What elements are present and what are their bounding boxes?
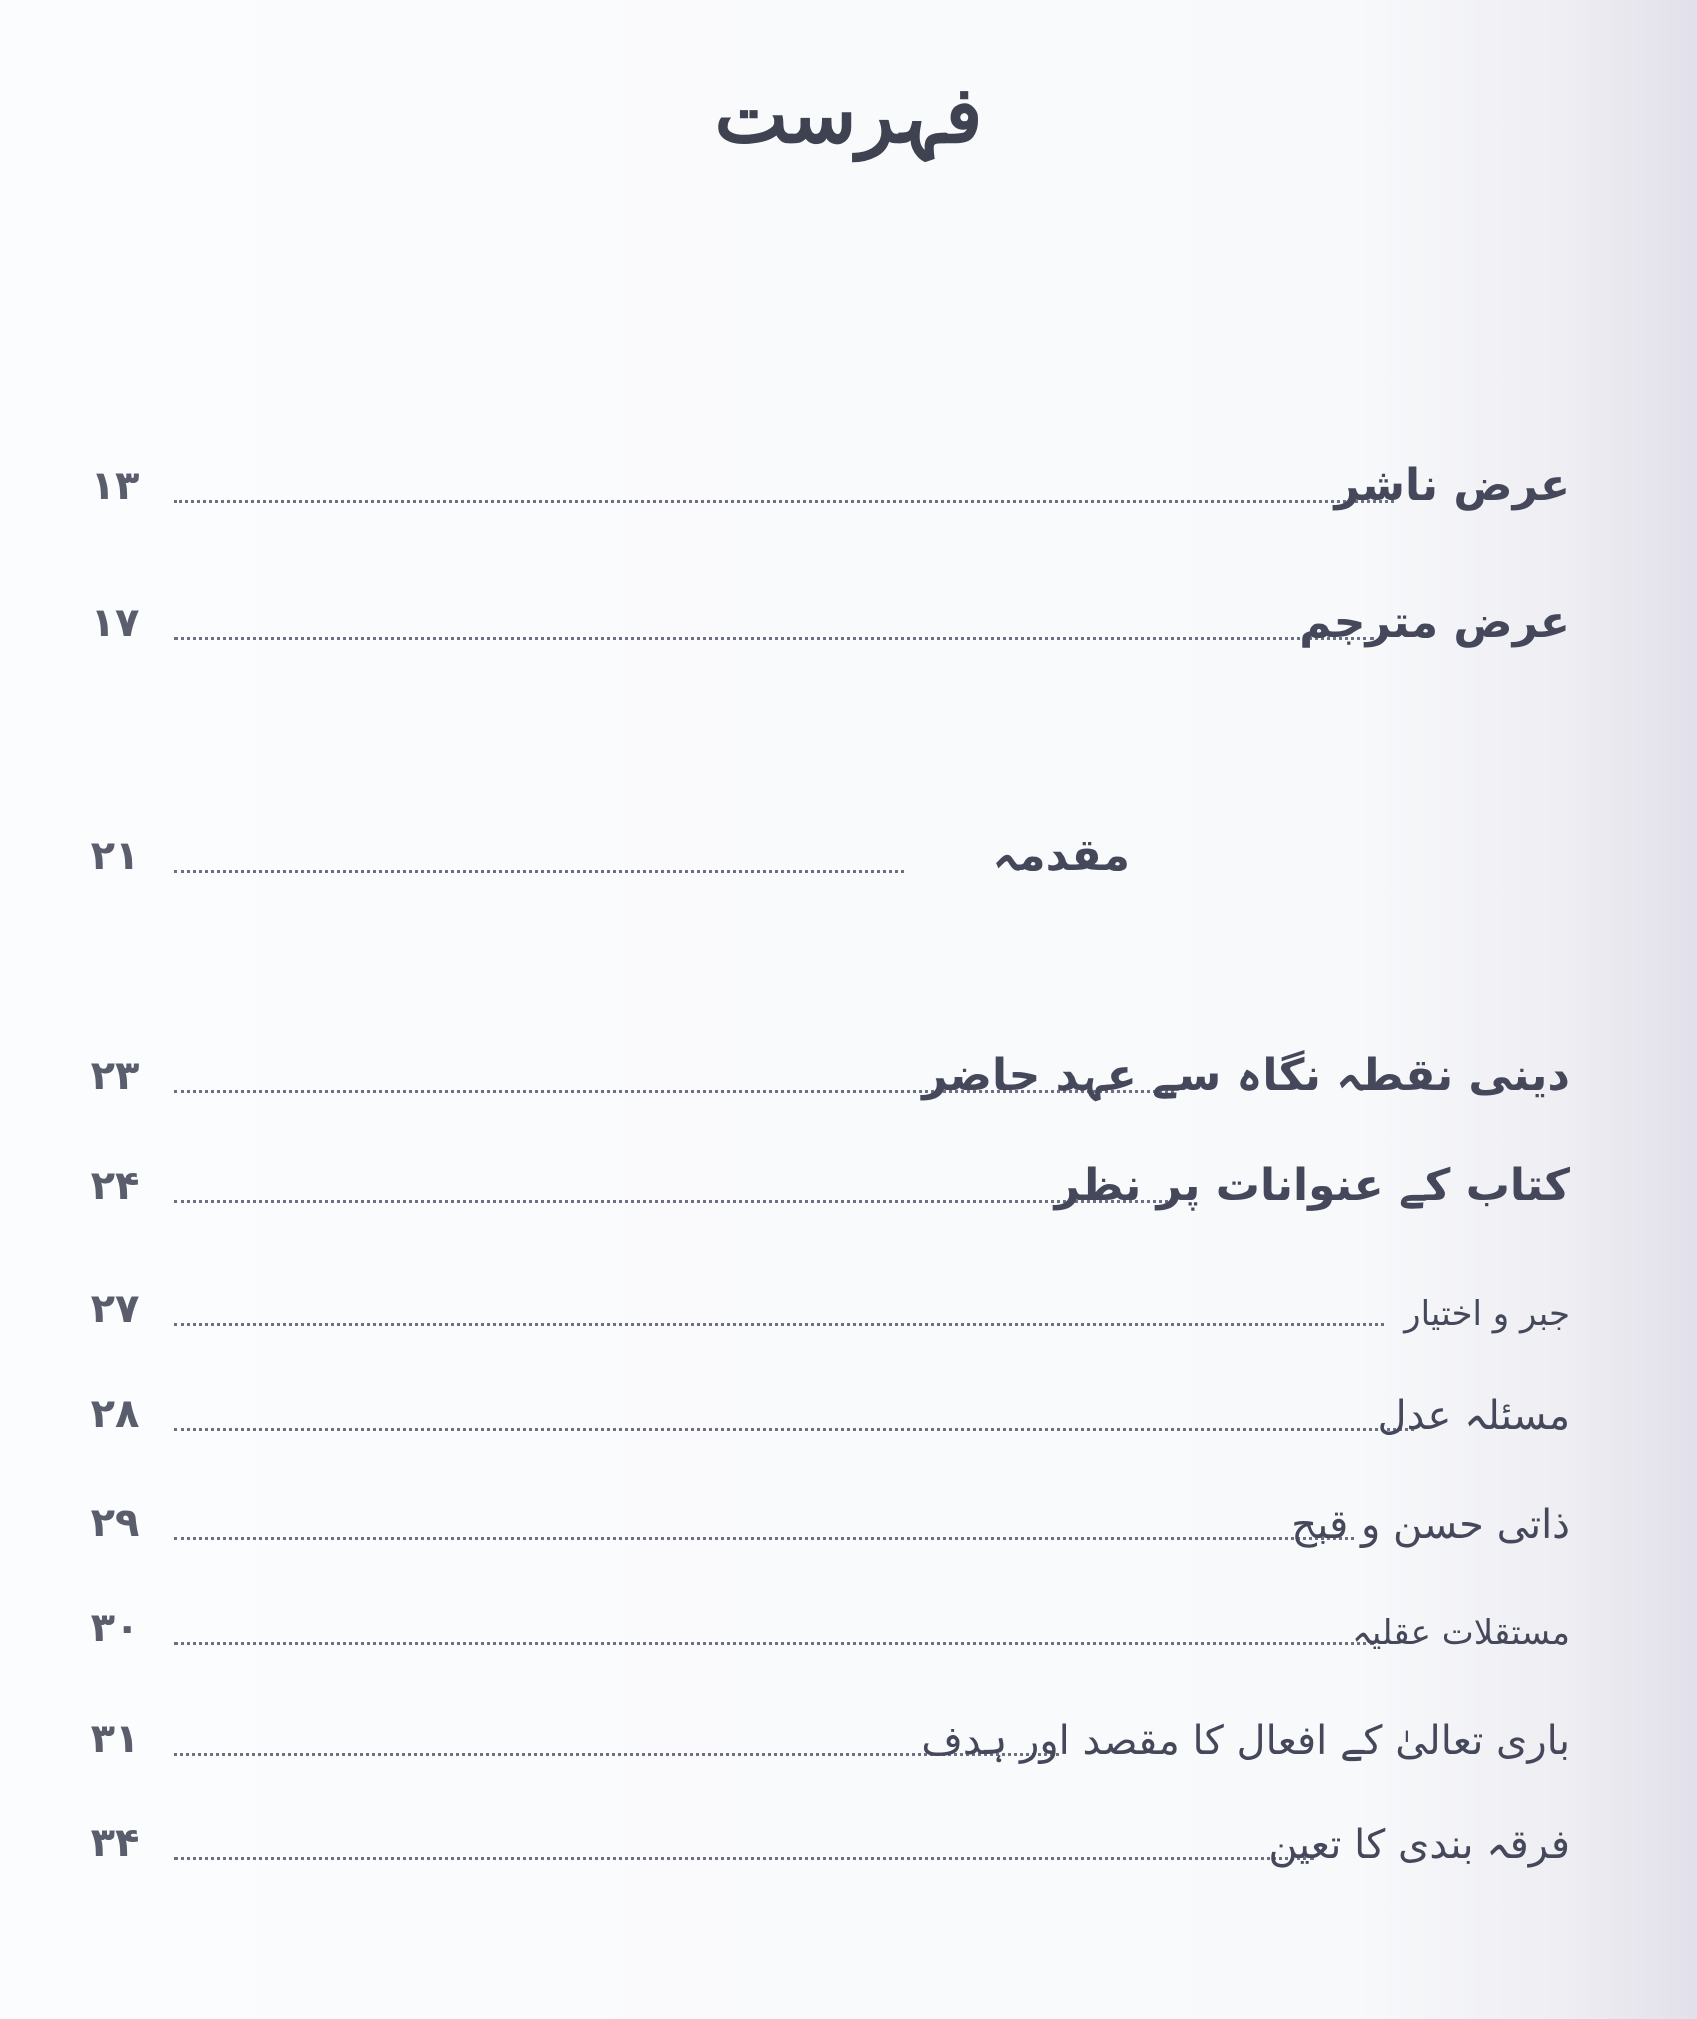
toc-entry[interactable] — [70, 1045, 1570, 1105]
page-number: ۲۷ — [90, 1286, 140, 1332]
toc-entry[interactable] — [70, 1597, 1570, 1657]
toc-entry[interactable] — [70, 1708, 1570, 1768]
dot-leader — [174, 500, 1394, 503]
entry-label: فرقہ بندی کا تعین — [1268, 1822, 1570, 1868]
dot-leader — [174, 637, 1374, 640]
toc-entry[interactable] — [70, 592, 1570, 652]
entry-label: مسئلہ عدل — [1377, 1393, 1570, 1439]
dot-leader — [174, 1323, 1384, 1326]
dot-leader — [174, 1428, 1414, 1431]
page-number: ۳۱ — [90, 1716, 140, 1762]
page-number: ۲۴ — [90, 1163, 140, 1209]
entry-label: جبر و اختیار — [1404, 1294, 1570, 1334]
entry-label: دینی نقطہ نگاہ سے عہد حاضر — [922, 1050, 1570, 1101]
page-number: ۱۷ — [90, 600, 140, 646]
page-title: فہرست — [714, 70, 983, 161]
toc-entry[interactable] — [70, 455, 1570, 515]
entry-label: مقدمہ — [992, 830, 1130, 881]
page-number: ۲۸ — [90, 1391, 140, 1437]
entry-label: ذاتی حسن و قبح — [1291, 1502, 1570, 1548]
toc-entry[interactable] — [70, 1278, 1570, 1338]
dot-leader — [174, 1642, 1374, 1645]
entry-label: کتاب کے عنوانات پر نظر — [1054, 1160, 1570, 1211]
page-number: ۱۳ — [90, 463, 140, 509]
page-number: ۳۴ — [90, 1820, 140, 1866]
page-number: ۲۹ — [90, 1500, 140, 1546]
entry-label: مستقلات عقلیہ — [1351, 1613, 1570, 1653]
dot-leader — [174, 1857, 1314, 1860]
toc-entry[interactable] — [70, 1492, 1570, 1552]
entry-label: عرض مترجم — [1299, 597, 1570, 648]
toc-entry[interactable] — [70, 1383, 1570, 1443]
entry-label: باری تعالیٰ کے افعال کا مقصد اور ہدف — [921, 1718, 1570, 1764]
page-number: ۲۱ — [90, 833, 140, 879]
toc-entry[interactable] — [70, 1812, 1570, 1872]
page-number: ۲۳ — [90, 1053, 140, 1099]
dot-leader — [174, 1200, 1174, 1203]
page-number: ۳۰ — [90, 1605, 140, 1651]
entry-label: عرض ناشر — [1334, 460, 1570, 511]
toc-entry[interactable] — [70, 825, 1570, 885]
dot-leader — [174, 1537, 1354, 1540]
toc-entry[interactable] — [70, 1155, 1570, 1215]
dot-leader — [174, 870, 904, 873]
